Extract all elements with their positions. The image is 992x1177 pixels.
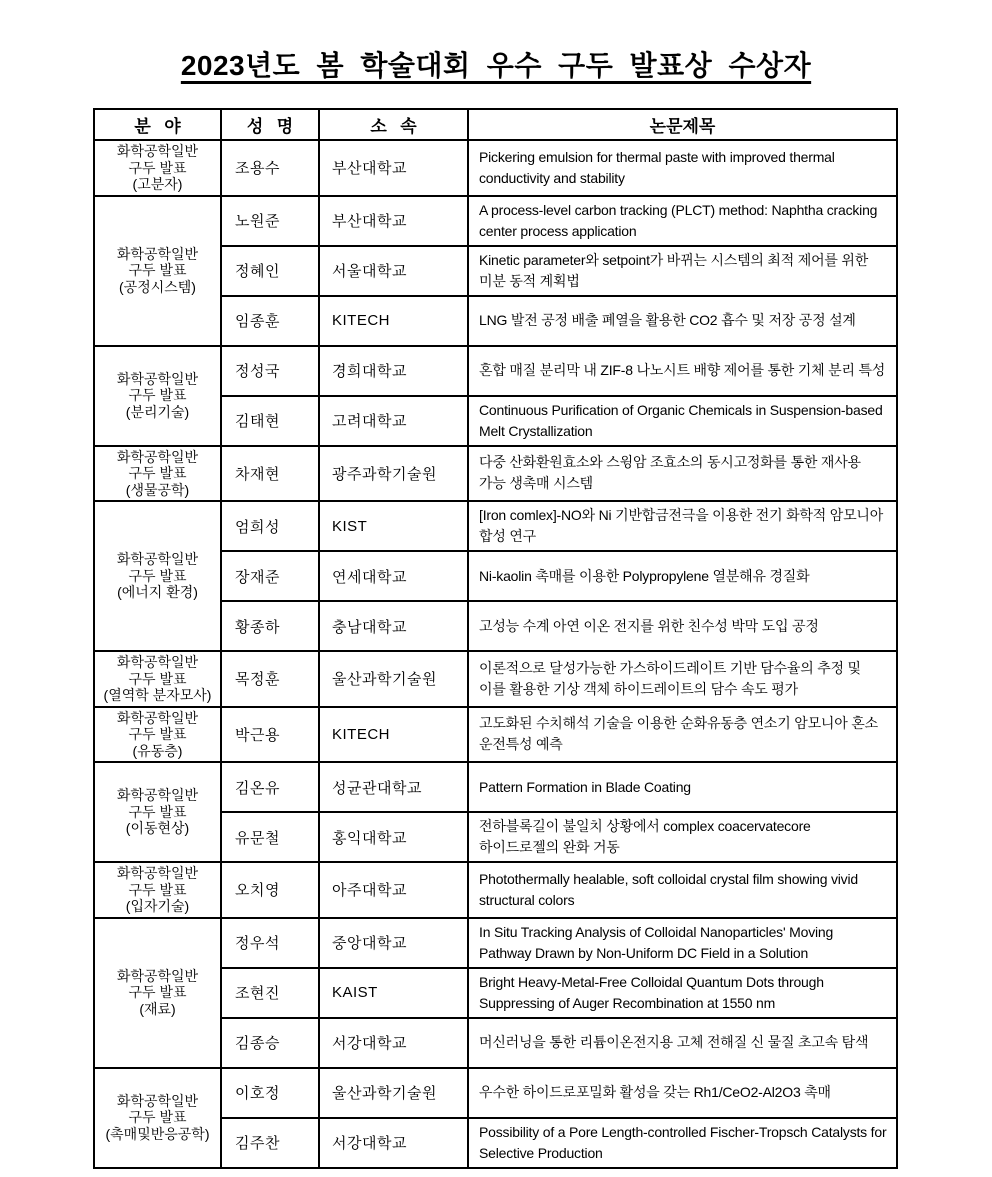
field-line: 구두 발표 — [128, 465, 187, 481]
field-line: 구두 발표 — [128, 262, 187, 279]
name-cell: 이호정 — [221, 1068, 319, 1118]
table-row — [94, 862, 897, 918]
affiliation-cell: 고려대학교 — [319, 396, 468, 446]
field-line: 화학공학일반 — [116, 654, 199, 670]
name-cell: 오치영 — [221, 862, 319, 918]
paper-title-cell: Pattern Formation in Blade Coating — [468, 762, 897, 812]
paper-title-cell: 다중 산화환원효소와 스윙암 조효소의 동시고정화를 통한 재사용 가능 생촉매 시스템 — [468, 446, 897, 502]
field-line: 화학공학일반 — [116, 709, 199, 726]
field-line: (에너지 환경) — [117, 584, 198, 601]
affiliation-cell: 울산과학기술원 — [319, 1068, 468, 1118]
paper-title-cell: LNG 발전 공정 배출 폐열을 활용한 CO2 흡수 및 저장 공정 설계 — [468, 296, 897, 346]
field-line: 구두 발표 — [128, 984, 187, 1001]
affiliation-cell: 울산과학기술원 — [319, 651, 468, 707]
affiliation-cell: KITECH — [319, 296, 468, 346]
paper-title-cell: Photothermally healable, soft colloidal crystal film showing vivid structural colors — [468, 862, 897, 918]
table-row — [94, 446, 897, 502]
paper-title-cell: Ni-kaolin 촉매를 이용한 Polypropylene 열분해유 경질화 — [468, 551, 897, 601]
affiliation-cell: 부산대학교 — [319, 140, 468, 196]
affiliation-cell: 서강대학교 — [319, 1018, 468, 1068]
field-line: (열역학 분자모사) — [103, 687, 212, 703]
name-cell: 임종훈 — [221, 296, 319, 346]
field-line: 구두 발표 — [128, 670, 187, 687]
field-cell — [94, 196, 221, 346]
table-row — [94, 707, 897, 763]
field-line: 구두 발표 — [128, 1109, 187, 1126]
affiliation-cell: 부산대학교 — [319, 196, 468, 246]
name-cell: 정성국 — [221, 346, 319, 396]
paper-title-cell: 고도화된 수치해석 기술을 이용한 순화유동층 연소기 암모니아 혼소 운전특성 예측 — [468, 707, 897, 763]
field-cell — [94, 651, 221, 707]
table-row — [94, 501, 897, 551]
affiliation-cell: 성균관대학교 — [319, 762, 468, 812]
affiliation-cell: 서울대학교 — [319, 246, 468, 296]
field-line: (분리기술) — [125, 403, 190, 420]
table-row — [94, 140, 897, 196]
field-line: 화학공학일반 — [116, 1092, 199, 1109]
affiliation-cell: 서강대학교 — [319, 1118, 468, 1168]
field-line: 구두 발표 — [128, 803, 187, 820]
paper-title-cell: In Situ Tracking Analysis of Colloidal Nanoparticles' Moving Pathway Drawn by Non-Uniform DC Field in a Solution — [468, 918, 897, 968]
field-line: (생물공학) — [125, 481, 190, 498]
field-cell — [94, 918, 221, 1068]
field-cell — [94, 862, 221, 918]
paper-title-cell: Pickering emulsion for thermal paste with improved thermal conductivity and stability — [468, 140, 897, 196]
affiliation-cell: 중앙대학교 — [319, 918, 468, 968]
field-line: 화학공학일반 — [116, 865, 199, 881]
paper-title-cell: Possibility of a Pore Length-controlled Fischer-Tropsch Catalysts for Selective Production — [468, 1118, 897, 1168]
field-line: 화학공학일반 — [116, 370, 199, 387]
name-cell: 노원준 — [221, 196, 319, 246]
field-line: 화학공학일반 — [116, 143, 199, 159]
affiliation-cell: 경희대학교 — [319, 346, 468, 396]
name-cell: 장재준 — [221, 551, 319, 601]
name-cell: 김온유 — [221, 762, 319, 812]
paper-title-cell: Kinetic parameter와 setpoint가 바뀌는 시스템의 최적 제어를 위한 미분 동적 계획법 — [468, 246, 897, 296]
paper-title-cell: 혼합 매질 분리막 내 ZIF-8 나노시트 배향 제어를 통한 기체 분리 특성 — [468, 346, 897, 396]
paper-title-cell: [Iron comlex]-NO와 Ni 기반합금전극을 이용한 전기 화학적 암모니아 합성 연구 — [468, 501, 897, 551]
name-cell: 김태현 — [221, 396, 319, 446]
field-cell — [94, 1068, 221, 1168]
header-paper-title: 논문제목 — [468, 109, 897, 140]
table-header-row — [94, 109, 897, 140]
paper-title-cell: 전하블록길이 불일치 상황에서 complex coacervatecore 하이드로젤의 완화 거동 — [468, 812, 897, 862]
name-cell: 차재현 — [221, 446, 319, 502]
table-body — [94, 140, 897, 1168]
field-cell — [94, 446, 221, 502]
field-line: (재료) — [139, 1000, 176, 1017]
paper-title-cell: 이론적으로 달성가능한 가스하이드레이트 기반 담수율의 추정 및 이를 활용한 기상 객체 하이드레이트의 담수 속도 평가 — [468, 651, 897, 707]
field-line: 화학공학일반 — [116, 967, 199, 984]
field-line: 구두 발표 — [128, 881, 187, 898]
header-name: 성 명 — [221, 109, 319, 140]
table-row — [94, 1068, 897, 1118]
table-row — [94, 196, 897, 246]
name-cell: 정혜인 — [221, 246, 319, 296]
affiliation-cell: 충남대학교 — [319, 601, 468, 651]
affiliation-cell: 아주대학교 — [319, 862, 468, 918]
name-cell: 황종하 — [221, 601, 319, 651]
field-line: (공정시스템) — [119, 278, 196, 295]
name-cell: 박근용 — [221, 707, 319, 763]
field-cell — [94, 501, 221, 651]
affiliation-cell: 홍익대학교 — [319, 812, 468, 862]
field-line: 화학공학일반 — [116, 551, 199, 568]
paper-title-cell: 고성능 수계 아연 이온 전지를 위한 친수성 박막 도입 공정 — [468, 601, 897, 651]
field-line: 화학공학일반 — [116, 245, 199, 262]
header-field: 분 야 — [94, 109, 221, 140]
field-line: 구두 발표 — [128, 567, 187, 584]
field-line: 화학공학일반 — [116, 787, 199, 804]
affiliation-cell: KAIST — [319, 968, 468, 1018]
affiliation-cell: 연세대학교 — [319, 551, 468, 601]
name-cell: 엄희성 — [221, 501, 319, 551]
paper-title-cell: 우수한 하이드로포밀화 활성을 갖는 Rh1/CeO2-Al2O3 촉매 — [468, 1068, 897, 1118]
field-line: 화학공학일반 — [116, 448, 199, 465]
name-cell: 김주찬 — [221, 1118, 319, 1168]
name-cell: 정우석 — [221, 918, 319, 968]
field-line: 구두 발표 — [128, 387, 187, 404]
document-title: 2023년도 봄 학술대회 우수 구두 발표상 수상자 — [180, 50, 812, 81]
paper-title-cell: Continuous Purification of Organic Chemicals in Suspension-based Melt Crystallization — [468, 396, 897, 446]
table-row — [94, 918, 897, 968]
name-cell: 조용수 — [221, 140, 319, 196]
paper-title-cell: A process-level carbon tracking (PLCT) method: Naphtha cracking center process application — [468, 196, 897, 246]
table-row — [94, 346, 897, 396]
field-line: 구두 발표 — [128, 159, 187, 176]
affiliation-cell: KIST — [319, 501, 468, 551]
paper-title-cell: Bright Heavy-Metal-Free Colloidal Quantum Dots through Suppressing of Auger Recombination at 1550 nm — [468, 968, 897, 1018]
name-cell: 유문철 — [221, 812, 319, 862]
field-cell — [94, 707, 221, 763]
field-line: (촉매및반응공학) — [105, 1125, 210, 1142]
table-row — [94, 651, 897, 707]
field-cell — [94, 140, 221, 196]
field-cell — [94, 762, 221, 862]
field-line: (고분자) — [132, 176, 183, 192]
field-line: (이동현상) — [125, 820, 190, 837]
table-row — [94, 762, 897, 812]
field-line: (입자기술) — [125, 898, 190, 914]
field-line: (유동층) — [132, 742, 183, 759]
name-cell: 조현진 — [221, 968, 319, 1018]
paper-title-cell: 머신러닝을 통한 리튬이온전지용 고체 전해질 신 물질 초고속 탐색 — [468, 1018, 897, 1068]
name-cell: 목정훈 — [221, 651, 319, 707]
field-line: 구두 발표 — [128, 726, 187, 742]
affiliation-cell: 광주과학기술원 — [319, 446, 468, 502]
header-affiliation: 소 속 — [319, 109, 468, 140]
awards-table — [93, 108, 898, 1169]
field-cell — [94, 346, 221, 446]
affiliation-cell: KITECH — [319, 707, 468, 763]
name-cell: 김종승 — [221, 1018, 319, 1068]
